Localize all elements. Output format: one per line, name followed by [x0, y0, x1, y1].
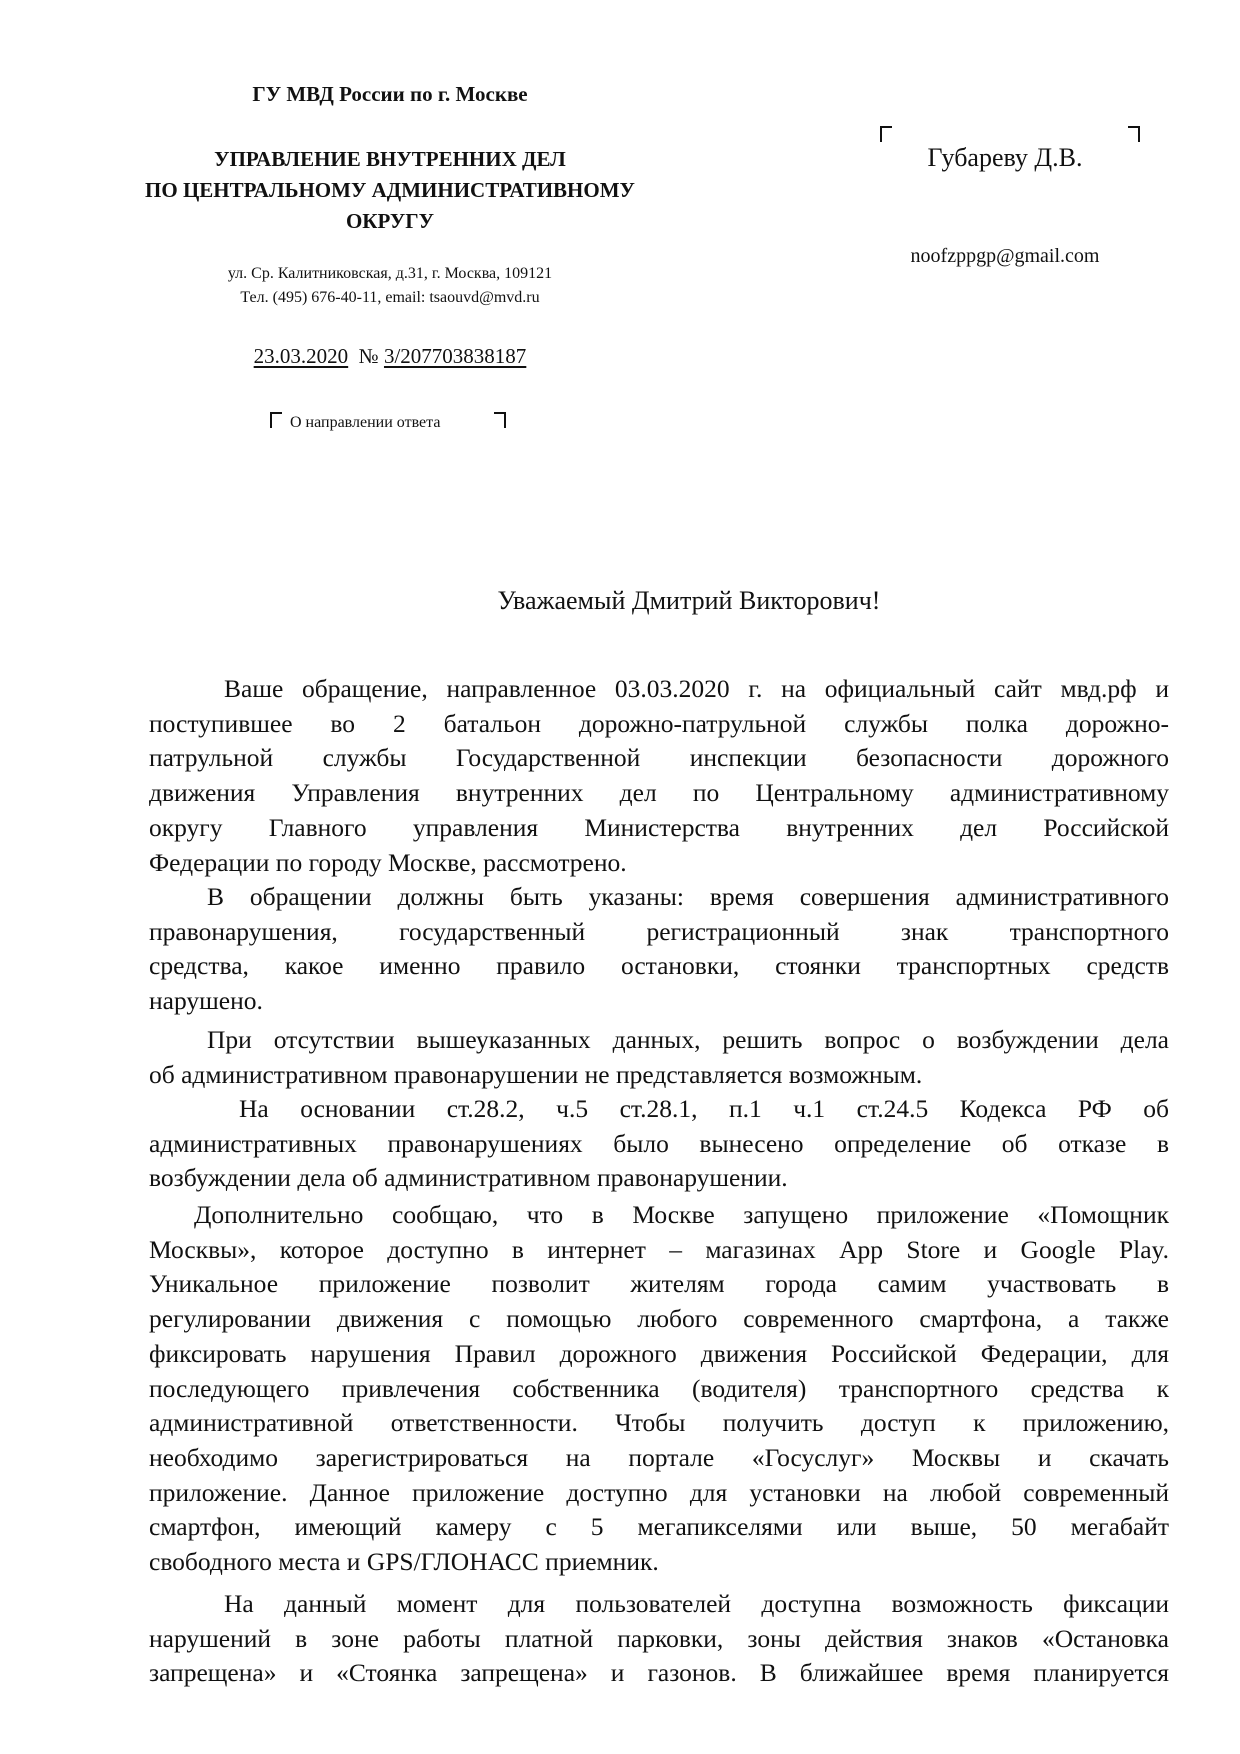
body-line: патрульной службы Государственной инспекции безопасности дорожного [149, 743, 1169, 773]
body-line: возбуждении дела об административном правонарушении. [149, 1163, 788, 1193]
body-line: На данный момент для пользователей доступна возможность фиксации [224, 1589, 1169, 1618]
body-line: смартфон, имеющий камеру с 5 мегапикселями или выше, 50 мегабайт [149, 1512, 1169, 1542]
body-line: об административном правонарушении не представляется возможным. [149, 1059, 923, 1089]
body-line: административных правонарушениях было вынесено определение об отказе в [149, 1128, 1169, 1158]
body-line: округу Главного управления Министерства внутренних дел Российской [149, 812, 1169, 842]
body-line: необходимо зарегистрироваться на портале «Госуслуг» Москвы и скачать [149, 1442, 1169, 1472]
department-address [140, 262, 640, 310]
body-line: Дополнительно сообщаю, что в Москве запущено приложение «Помощник [194, 1200, 1169, 1229]
body-line: На основании ст.28.2, ч.5 ст.28.1, п.1 ч.1 ст.24.5 Кодекса РФ об [239, 1094, 1169, 1123]
department-name [90, 144, 690, 237]
body-paragraph [149, 1198, 1169, 1580]
contacts-line: Тел. (495) 676-40-11, email: tsaouvd@mvd.ru [240, 289, 540, 306]
body-line: Федерации по городу Москве, рассмотрено. [149, 847, 627, 877]
body-paragraph [149, 672, 1169, 880]
body-line: поступившее во 2 батальон дорожно-патрульной службы полка дорожно- [149, 708, 1169, 738]
body-line: запрещена» и «Стоянка запрещена» и газонов. В ближайшее время планируется [149, 1658, 1169, 1688]
department-name-line: ПО ЦЕНТРАЛЬНОМУ АДМИНИСТРАТИВНОМУ [145, 178, 635, 202]
number-sign: № [358, 344, 379, 368]
body-line: правонарушения, государственный регистрационный знак транспортного [149, 916, 1169, 946]
body-line: регулировании движения с помощью любого современного смартфона, а также [149, 1304, 1169, 1334]
body-line: фиксировать нарушения Правил дорожного движения Российской Федерации, для [149, 1338, 1169, 1368]
body-line: приложение. Данное приложение доступно для установки на любой современный [149, 1477, 1169, 1507]
body-line: Уникальное приложение позволит жителям города самим участвовать в [149, 1269, 1169, 1299]
body-line: средства, какое именно правило остановки, стоянки транспортных средств [149, 951, 1169, 981]
body-paragraph [149, 1587, 1169, 1691]
recipient-bracket-left [880, 126, 892, 142]
body-line: нарушений в зоне работы платной парковки, зоны действия знаков «Остановка [149, 1623, 1169, 1653]
body-line: административной ответственности. Чтобы получить доступ к приложению, [149, 1408, 1169, 1438]
body-paragraph [149, 1092, 1169, 1196]
body-line: Москвы», которое доступно в интернет – магазинах App Store и Google Play. [149, 1234, 1169, 1264]
body-line: При отсутствии вышеуказанных данных, решить вопрос о возбуждении дела [207, 1025, 1169, 1054]
document-date-number [140, 344, 640, 369]
body-line: Ваше обращение, направленное 03.03.2020 г. на официальный сайт мвд.рф и [224, 674, 1169, 703]
recipient-bracket-right [1128, 126, 1140, 142]
body-line: свободного места и GPS/ГЛОНАСС приемник. [149, 1547, 659, 1577]
salutation: Уважаемый Дмитрий Викторович! [497, 586, 881, 615]
subject-bracket-left [270, 412, 282, 428]
department-name-line: ОКРУГУ [345, 209, 435, 233]
document-date: 23.03.2020 [253, 344, 349, 368]
department-name-line: УПРАВЛЕНИЕ ВНУТРЕННИХ ДЕЛ [214, 147, 566, 171]
body-line: последующего привлечения собственника (водителя) транспортного средства к [149, 1373, 1169, 1403]
body-paragraph [149, 1023, 1169, 1092]
body-line: движения Управления внутренних дел по Центральному административному [149, 778, 1169, 808]
recipient-email: noofzppgp@gmail.com [910, 245, 1100, 267]
body-line: нарушено. [149, 986, 263, 1016]
recipient-name: Губареву Д.В. [927, 143, 1083, 172]
body-paragraph [149, 880, 1169, 1019]
document-subject: О направлении ответа [290, 414, 441, 431]
ministry-title: ГУ МВД России по г. Москве [252, 82, 528, 106]
body-line: В обращении должны быть указаны: время совершения административного [207, 882, 1169, 911]
subject-bracket-right [494, 412, 506, 428]
address-line: ул. Ср. Калитниковская, д.31, г. Москва, 109121 [227, 265, 553, 282]
document-number: 3/207703838187 [383, 344, 527, 368]
